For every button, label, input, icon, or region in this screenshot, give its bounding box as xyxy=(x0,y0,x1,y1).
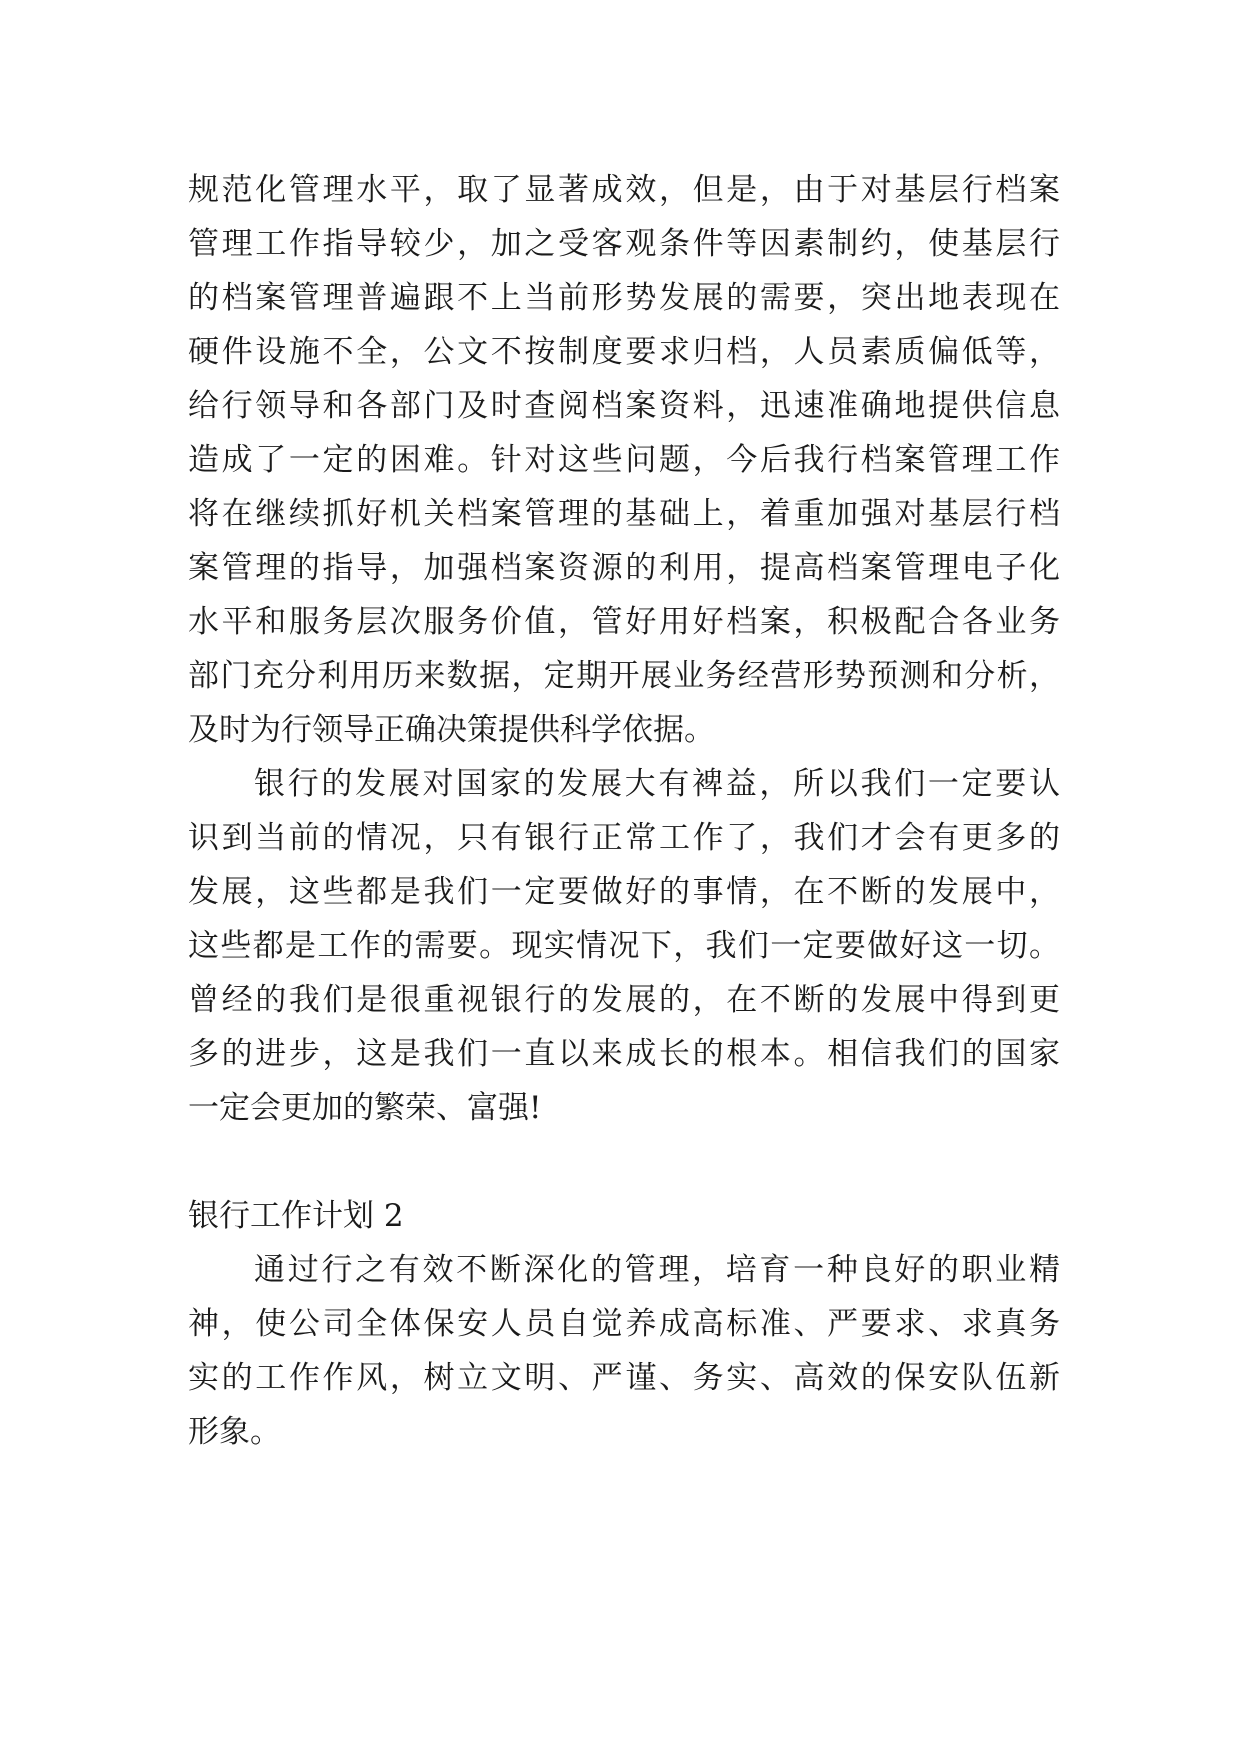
paragraph-1 xyxy=(188,163,1060,757)
paragraph-line: 及时为行领导正确决策提供科学依据。 xyxy=(188,712,715,748)
paragraph-line: 形象。 xyxy=(188,1414,281,1450)
paragraph-line: 案管理的指导，加强档案资源的利用，提高档案管理电子化 xyxy=(188,550,1060,586)
paragraph-line: 实的工作作风，树立文明、严谨、务实、高效的保安队伍新 xyxy=(188,1360,1060,1396)
paragraph-line: 部门充分利用历来数据，定期开展业务经营形势预测和分析， xyxy=(188,658,1060,694)
paragraph-line: 将在继续抓好机关档案管理的基础上，着重加强对基层行档 xyxy=(188,496,1060,532)
paragraph-line: 通过行之有效不断深化的管理，培育一种良好的职业精 xyxy=(254,1252,1060,1288)
paragraph-line: 水平和服务层次服务价值，管好用好档案，积极配合各业务 xyxy=(188,604,1060,640)
paragraph-2 xyxy=(188,757,1060,1135)
paragraph-line: 发展，这些都是我们一定要做好的事情，在不断的发展中， xyxy=(188,874,1060,910)
paragraph-line: 银行的发展对国家的发展大有裨益，所以我们一定要认 xyxy=(254,766,1060,802)
paragraph-line: 神，使公司全体保安人员自觉养成高标准、严要求、求真务 xyxy=(188,1306,1060,1342)
paragraph-line: 这些都是工作的需要。现实情况下，我们一定要做好这一切。 xyxy=(188,928,1060,964)
paragraph-line: 规范化管理水平，取了显著成效，但是，由于对基层行档案 xyxy=(188,172,1060,208)
document-body xyxy=(188,163,1060,1459)
paragraph-line: 造成了一定的困难。针对这些问题，今后我行档案管理工作 xyxy=(188,442,1060,478)
paragraph-line: 多的进步，这是我们一直以来成长的根本。相信我们的国家 xyxy=(188,1036,1060,1072)
paragraph-line: 管理工作指导较少，加之受客观条件等因素制约，使基层行 xyxy=(188,226,1060,262)
paragraph-line: 硬件设施不全，公文不按制度要求归档，人员素质偏低等， xyxy=(188,334,1060,370)
paragraph-line: 的档案管理普遍跟不上当前形势发展的需要，突出地表现在 xyxy=(188,280,1060,316)
paragraph-line: 识到当前的情况，只有银行正常工作了，我们才会有更多的 xyxy=(188,820,1060,856)
paragraph-line: 给行领导和各部门及时查阅档案资料，迅速准确地提供信息 xyxy=(188,388,1060,424)
paragraph-line: 曾经的我们是很重视银行的发展的，在不断的发展中得到更 xyxy=(188,982,1060,1018)
paragraph-line: 一定会更加的繁荣、富强! xyxy=(188,1090,542,1126)
blank-line xyxy=(188,1135,1060,1189)
paragraph-3 xyxy=(188,1243,1060,1459)
section-heading: 银行工作计划 2 xyxy=(188,1198,404,1234)
